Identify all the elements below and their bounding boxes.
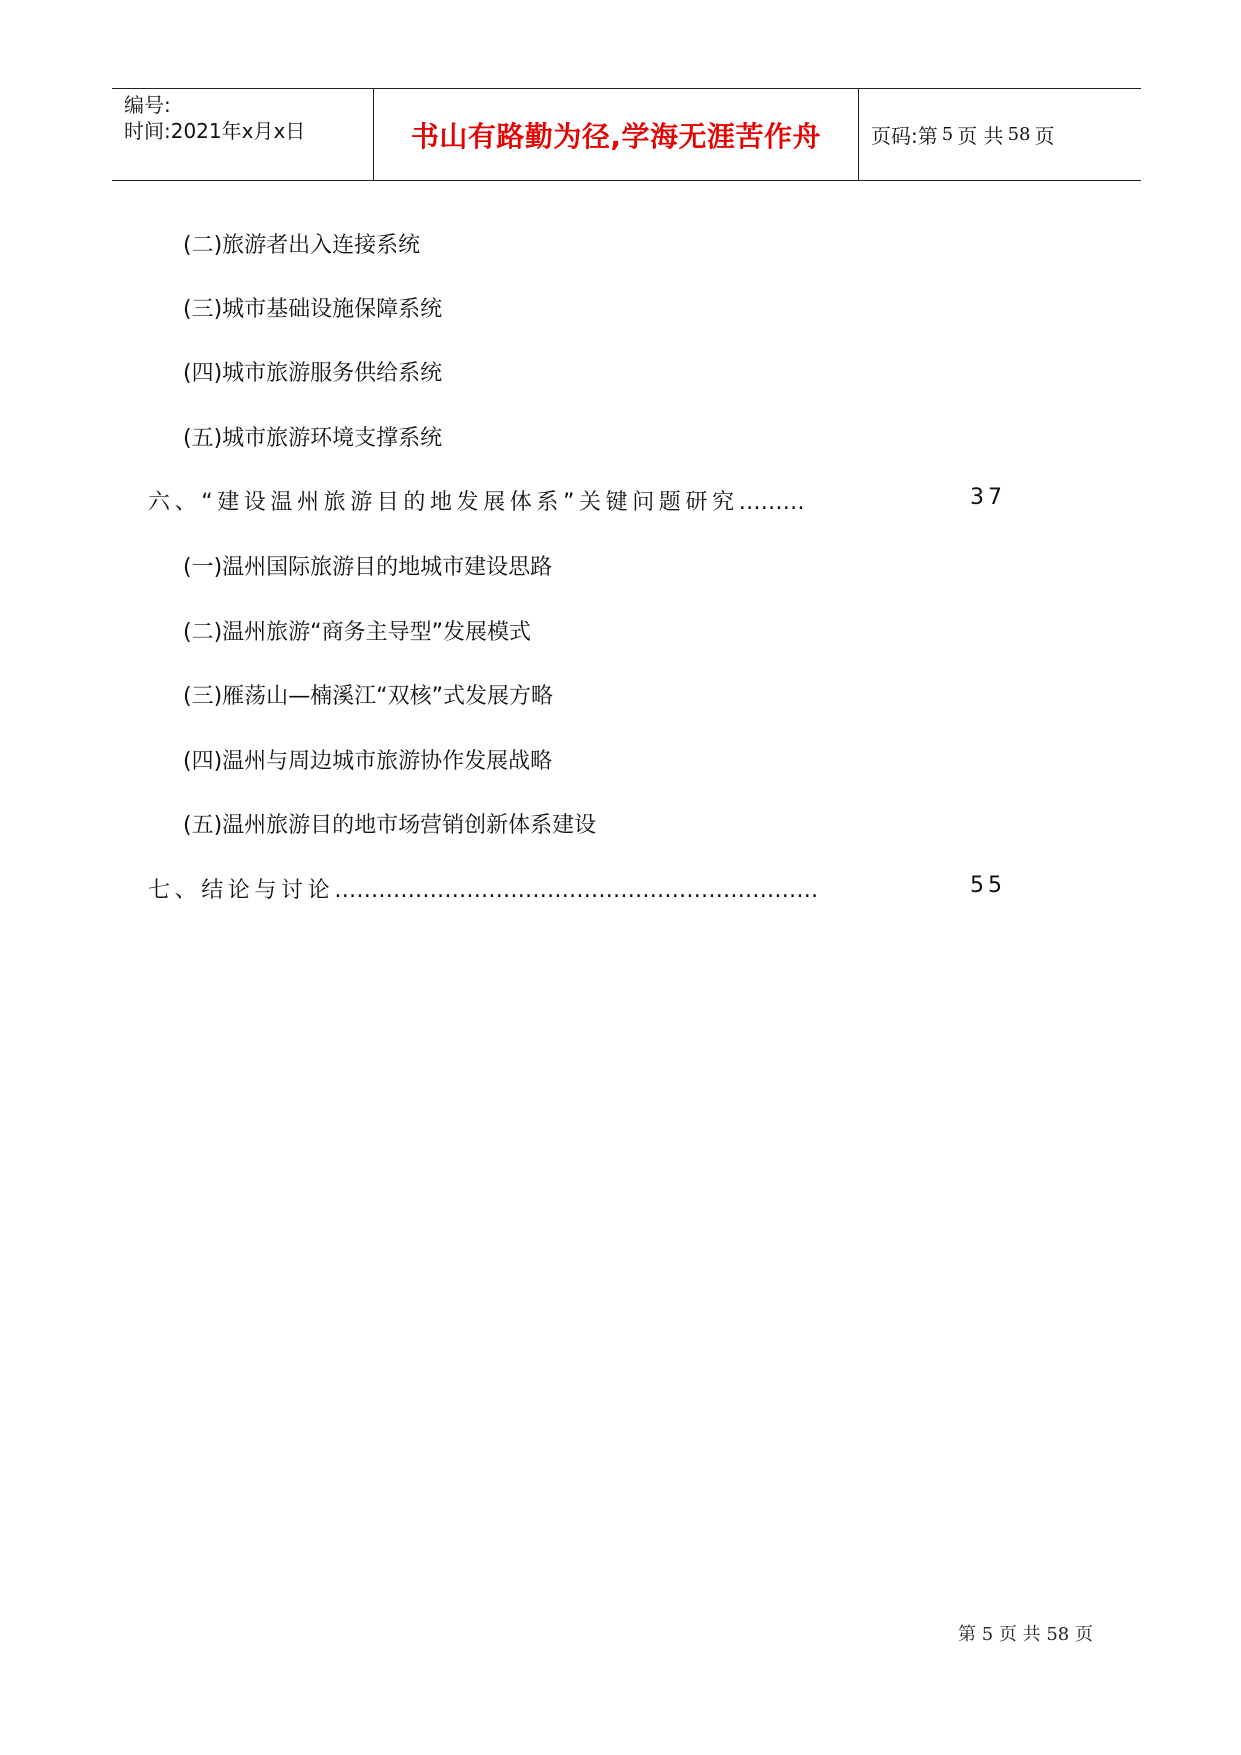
toc-entry: [183, 421, 442, 452]
page-prefix: 页码:第: [871, 124, 938, 148]
toc-entry: [183, 228, 420, 259]
toc-chapter-text: 七、结论与讨论: [148, 878, 335, 903]
page-total: 58: [1007, 124, 1031, 145]
toc-entry: [183, 356, 442, 387]
footer-page-text: 第 5 页 共 58 页: [958, 1624, 1093, 1645]
page-footer: [958, 1620, 1093, 1646]
toc-entry-text: (五)城市旅游环境支撑系统: [183, 426, 443, 451]
toc-entry: [183, 292, 442, 323]
toc-entry-text: (四)温州与周边城市旅游协作发展战略: [183, 749, 553, 774]
toc-entry-text: (三)城市基础设施保障系统: [183, 297, 443, 322]
toc-leader-dots: …………………………………………………………: [334, 878, 819, 903]
toc-entry: [183, 808, 596, 839]
toc-entry: [183, 550, 552, 581]
toc-entry-text: (一)温州国际旅游目的地城市建设思路: [183, 555, 553, 580]
motto-text: 书山有路勤为径,学海无涯苦作舟: [410, 119, 822, 153]
toc-chapter: [148, 485, 1006, 516]
toc-entry-text: (二)温州旅游“商务主导型”发展模式: [183, 620, 531, 645]
toc-entry-text: (五)温州旅游目的地市场营销创新体系建设: [183, 813, 597, 838]
toc-entry-text: (二)旅游者出入连接系统: [183, 233, 421, 258]
toc-entry: [183, 615, 531, 646]
toc-leader-dots: ………: [738, 490, 805, 515]
toc-page-number: 55: [970, 873, 1006, 898]
toc-chapter-text: 六、“建设温州旅游目的地发展体系”关键问题研究: [148, 490, 739, 515]
toc-entry-text: (四)城市旅游服务供给系统: [183, 361, 443, 386]
page-current: 5: [941, 124, 954, 145]
time-label: 时间:2021年x月x日: [124, 119, 306, 143]
toc-entry: [183, 679, 553, 710]
page-suffix: 页: [1034, 124, 1055, 148]
page-middle: 页 共: [957, 124, 1004, 148]
number-label: 编号:: [124, 93, 171, 117]
toc-entry: [183, 744, 552, 775]
toc-entry-text: (三)雁荡山—楠溪江“双核”式发展方略: [183, 684, 553, 709]
toc-chapter: [148, 873, 1006, 904]
toc-page-number: 37: [970, 485, 1006, 510]
